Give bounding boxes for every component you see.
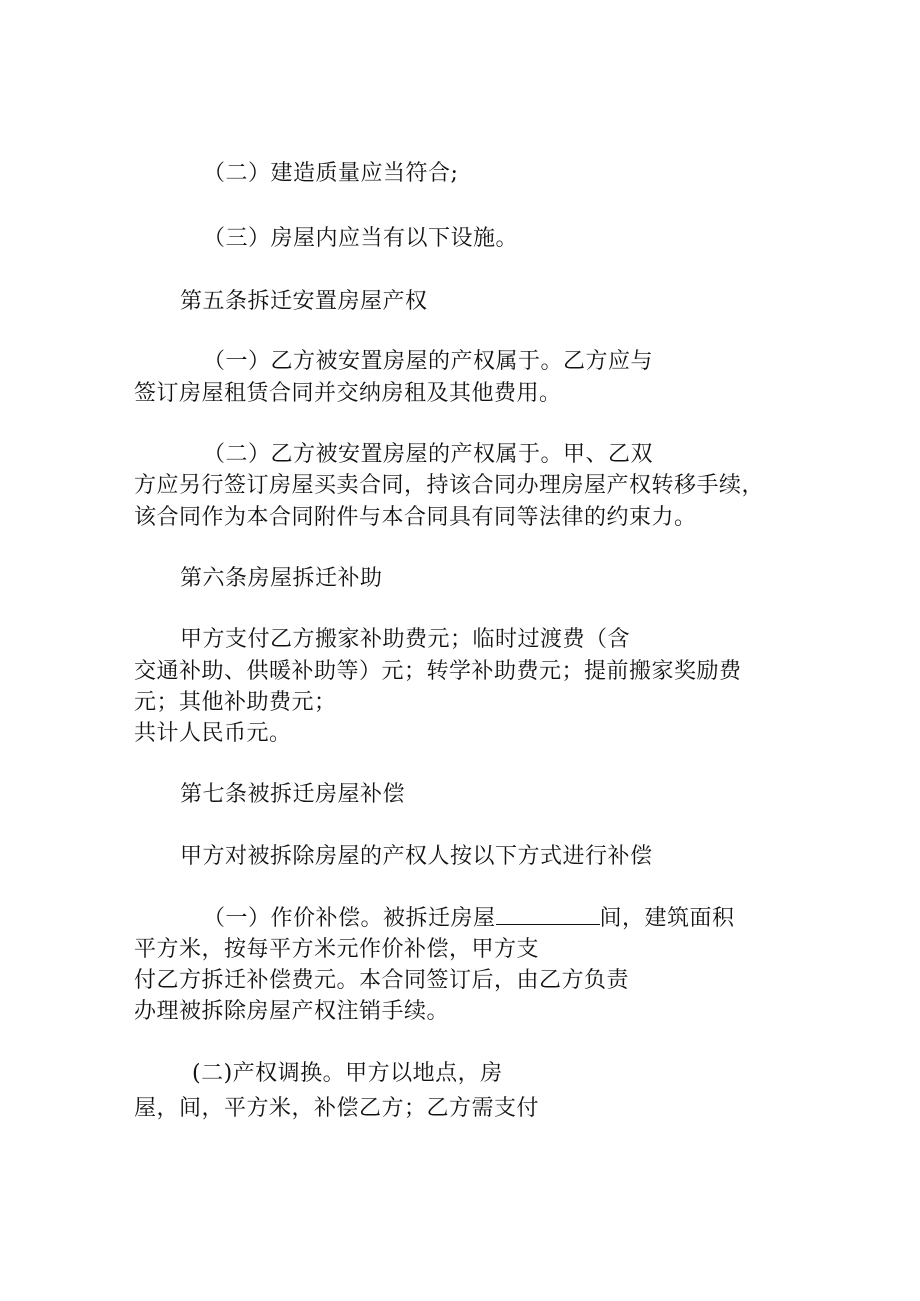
paragraph-line — [203, 904, 735, 934]
paragraph-line: 签订房屋租赁合同并交纳房租及其他费用。 — [134, 381, 562, 406]
article-5-title: 第五条拆迁安置房屋产权 — [180, 289, 428, 314]
paragraph-line: 屋，间，平方米，补偿乙方；乙方需支付 — [134, 1096, 540, 1121]
paragraph-text: 间，建筑面积 — [599, 906, 735, 931]
paragraph-line: 办理被拆除房屋产权注销手续。 — [134, 999, 450, 1024]
paragraph-line: 元；其他补助费元； — [134, 690, 337, 715]
article-7-title: 第七条被拆迁房屋补偿 — [180, 782, 406, 807]
paragraph-line: 交通补助、供暖补助等）元；转学补助费元；提前搬家奖励费 — [134, 659, 742, 684]
paragraph-line: （二）建造质量应当符合; — [203, 161, 459, 186]
paragraph-line: （三）房屋内应当有以下设施。 — [203, 226, 519, 251]
article-6-title: 第六条房屋拆迁补助 — [180, 566, 383, 591]
paragraph-line: (二)产权调换。甲方以地点，房 — [192, 1061, 503, 1086]
paragraph-line: 平方米，按每平方米元作价补偿，甲方支 — [134, 937, 540, 962]
paragraph-line: （一）乙方被安置房屋的产权属于。乙方应与 — [203, 349, 654, 374]
paragraph-line: 共计人民币元。 — [134, 721, 292, 746]
paragraph-line: 甲方支付乙方搬家补助费元；临时过渡费（含 — [180, 627, 631, 652]
paragraph-line: 甲方对被拆除房屋的产权人按以下方式进行补偿 — [180, 844, 653, 869]
paragraph-line: 付乙方拆迁补偿费元。本合同签订后，由乙方负责 — [134, 968, 630, 993]
fill-in-blank[interactable] — [496, 904, 600, 925]
paragraph-text: （一）作价补偿。被拆迁房屋 — [203, 906, 496, 931]
paragraph-line: 该合同作为本合同附件与本合同具有同等法律的约束力。 — [134, 505, 697, 530]
paragraph-line: 方应另行签订房屋买卖合同，持该合同办理房屋产权转移手续， — [134, 473, 765, 498]
paragraph-line: （二）乙方被安置房屋的产权属于。甲、乙双 — [203, 442, 654, 467]
